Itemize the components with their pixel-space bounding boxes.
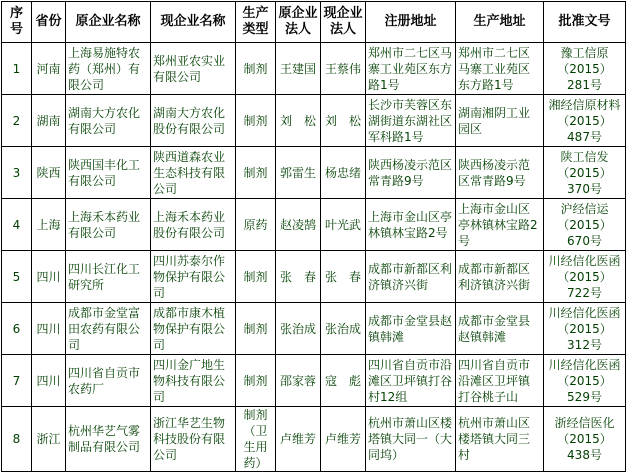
cell-old-legal-rep: 郭雷生 <box>276 147 321 199</box>
col-header-registered-address: 注册地址 <box>366 2 456 43</box>
cell-approval-number: 川经信化医函（2015）722号 <box>544 251 626 303</box>
cell-approval-number: 沪经信运（2015）670号 <box>544 199 626 251</box>
cell-production-type: 制剂 <box>236 355 276 407</box>
cell-old-company: 湖南大方农化有限公司 <box>66 95 151 147</box>
table-row <box>2 407 626 472</box>
cell-old-legal-rep: 张 春 <box>276 251 321 303</box>
cell-new-legal-rep: 刘 松 <box>321 95 366 147</box>
cell-index: 6 <box>2 303 32 355</box>
cell-production-type: 制剂 <box>236 303 276 355</box>
col-header-approval-number: 批准文号 <box>544 2 626 43</box>
cell-index: 3 <box>2 147 32 199</box>
cell-province: 四川 <box>32 355 66 407</box>
cell-old-legal-rep: 张治成 <box>276 303 321 355</box>
cell-province: 陕西 <box>32 147 66 199</box>
cell-registered-address: 四川省自贡市沿滩区卫坪镇打谷村12组 <box>366 355 456 407</box>
cell-index: 1 <box>2 43 32 95</box>
col-header-old-company: 原企业名称 <box>66 2 151 43</box>
cell-index: 7 <box>2 355 32 407</box>
cell-new-legal-rep: 王蔡伟 <box>321 43 366 95</box>
cell-index: 4 <box>2 199 32 251</box>
cell-new-company: 成都市康木植物保护有限公司 <box>151 303 236 355</box>
cell-old-company: 杭州华艺气雾制品有限公司 <box>66 407 151 472</box>
col-header-index: 序号 <box>2 2 32 43</box>
cell-new-legal-rep: 寇 彪 <box>321 355 366 407</box>
cell-registered-address: 杭州市萧山区楼塔镇大同一（大同坞） <box>366 407 456 472</box>
cell-old-company: 四川省自贡市农药厂 <box>66 355 151 407</box>
cell-province: 河南 <box>32 43 66 95</box>
cell-new-company: 湖南大方农化股份有限公司 <box>151 95 236 147</box>
cell-production-address: 成都市金堂县赵镇韩滩 <box>456 303 544 355</box>
cell-production-type: 制剂 <box>236 147 276 199</box>
cell-province: 上海 <box>32 199 66 251</box>
cell-registered-address: 成都市金堂县赵镇韩滩 <box>366 303 456 355</box>
cell-registered-address: 郑州市二七区马寨工业苑区东方路1号 <box>366 43 456 95</box>
table-row <box>2 95 626 147</box>
cell-production-address: 郑州市二七区马寨工业苑区东方路1号 <box>456 43 544 95</box>
cell-production-type: 制剂（卫生用药） <box>236 407 276 472</box>
table-row <box>2 303 626 355</box>
cell-production-type: 制剂 <box>236 43 276 95</box>
col-header-new-company: 现企业名称 <box>151 2 236 43</box>
cell-new-company: 郑州亚农实业有限公司 <box>151 43 236 95</box>
cell-registered-address: 成都市新都区利济镇济兴街 <box>366 251 456 303</box>
cell-production-address: 成都市新都区利济镇济兴街 <box>456 251 544 303</box>
cell-new-legal-rep: 杨忠绪 <box>321 147 366 199</box>
cell-old-legal-rep: 邵家蓉 <box>276 355 321 407</box>
table-row <box>2 355 626 407</box>
cell-approval-number: 川经信化医函（2015）529号 <box>544 355 626 407</box>
cell-registered-address: 上海市金山区亭林镇林宝路2号 <box>366 199 456 251</box>
cell-production-address: 上海市金山区亭林镇林宝路2号 <box>456 199 544 251</box>
cell-new-legal-rep: 张治成 <box>321 303 366 355</box>
cell-province: 四川 <box>32 303 66 355</box>
cell-new-company: 上海禾本药业股份有限公司 <box>151 199 236 251</box>
cell-production-type: 原药 <box>236 199 276 251</box>
cell-production-address: 湖南湘阴工业园区 <box>456 95 544 147</box>
cell-new-company: 四川金广地生物科技有限公司 <box>151 355 236 407</box>
cell-index: 2 <box>2 95 32 147</box>
cell-new-company: 陕西道森农业生态科技有限公司 <box>151 147 236 199</box>
cell-old-company: 四川长江化工研究所 <box>66 251 151 303</box>
cell-index: 5 <box>2 251 32 303</box>
cell-old-legal-rep: 王建国 <box>276 43 321 95</box>
col-header-production-type: 生产类型 <box>236 2 276 43</box>
cell-new-legal-rep: 卢维芳 <box>321 407 366 472</box>
col-header-production-address: 生产地址 <box>456 2 544 43</box>
cell-old-company: 上海禾本药业有限公司 <box>66 199 151 251</box>
cell-new-legal-rep: 叶光武 <box>321 199 366 251</box>
cell-approval-number: 豫工信原（2015）281号 <box>544 43 626 95</box>
cell-old-legal-rep: 刘 松 <box>276 95 321 147</box>
cell-approval-number: 陕工信发（2015）370号 <box>544 147 626 199</box>
table-row <box>2 147 626 199</box>
approval-table <box>1 1 626 472</box>
col-header-province: 省份 <box>32 2 66 43</box>
cell-approval-number: 川经信化医函（2015）312号 <box>544 303 626 355</box>
cell-old-legal-rep: 卢维芳 <box>276 407 321 472</box>
table-row <box>2 199 626 251</box>
cell-production-address: 杭州市萧山区楼塔镇大同三村 <box>456 407 544 472</box>
col-header-new-legal-rep: 现企业法人 <box>321 2 366 43</box>
cell-old-company: 成都市金堂富田农药有限公司 <box>66 303 151 355</box>
header-row <box>2 2 626 43</box>
cell-production-address: 四川省自贡市沿滩区卫坪镇打谷桃子山 <box>456 355 544 407</box>
cell-approval-number: 浙经信医化（2015）438号 <box>544 407 626 472</box>
cell-index: 8 <box>2 407 32 472</box>
cell-province: 湖南 <box>32 95 66 147</box>
table-row <box>2 43 626 95</box>
col-header-old-legal-rep: 原企业法人 <box>276 2 321 43</box>
cell-production-address: 陕西杨凌示范区常青路9号 <box>456 147 544 199</box>
cell-production-type: 制剂 <box>236 95 276 147</box>
cell-new-company: 浙江华艺生物科技股份有限公司 <box>151 407 236 472</box>
cell-registered-address: 陕西杨凌示范区常青路9号 <box>366 147 456 199</box>
cell-old-company: 上海易施特农药（郑州）有限公司 <box>66 43 151 95</box>
cell-production-type: 制剂 <box>236 251 276 303</box>
cell-new-legal-rep: 张 春 <box>321 251 366 303</box>
cell-old-legal-rep: 赵凌鹄 <box>276 199 321 251</box>
cell-registered-address: 长沙市芙蓉区东湖街道东湖社区军科路1号 <box>366 95 456 147</box>
cell-province: 浙江 <box>32 407 66 472</box>
cell-province: 四川 <box>32 251 66 303</box>
table-row <box>2 251 626 303</box>
cell-old-company: 陕西国丰化工有限公司 <box>66 147 151 199</box>
cell-approval-number: 湘经信原材料（2015）487号 <box>544 95 626 147</box>
cell-new-company: 四川苏泰尔作物保护有限公司 <box>151 251 236 303</box>
